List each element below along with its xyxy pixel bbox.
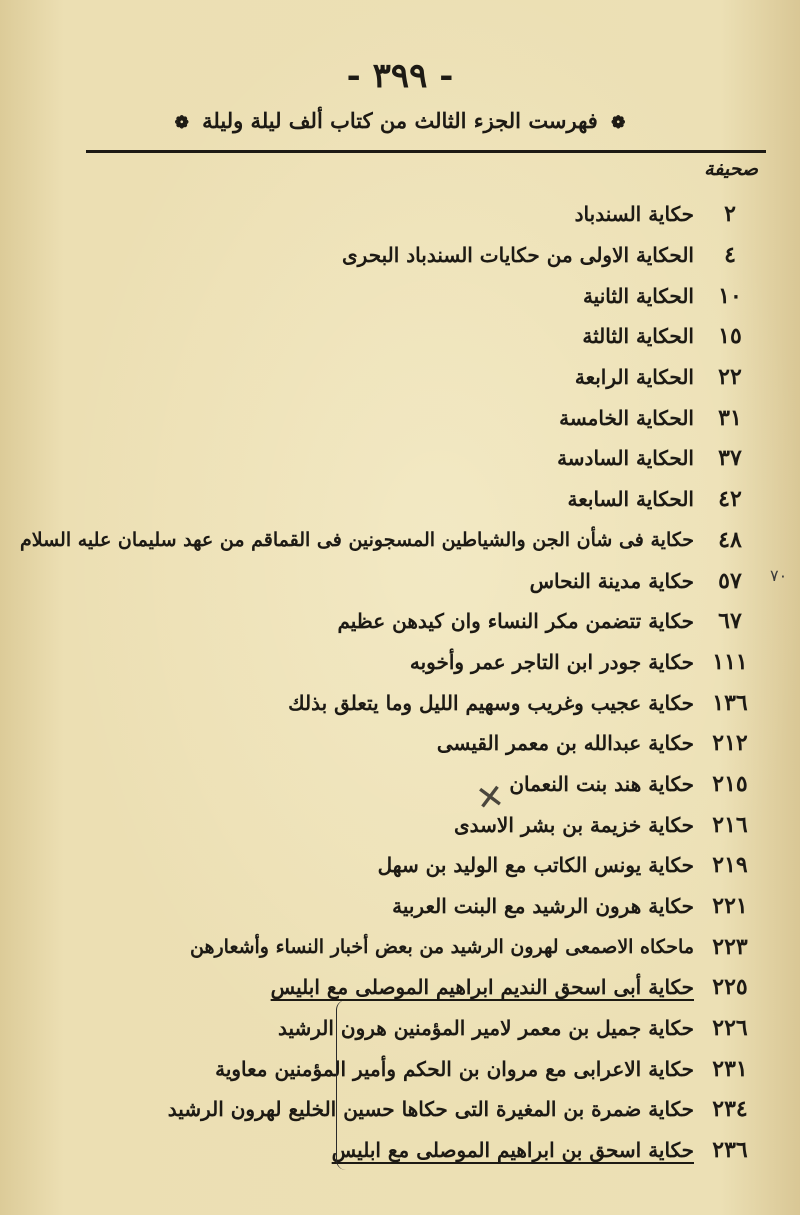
entry-title: حكاية هند بنت النعمان [509, 771, 694, 796]
toc-entry [60, 764, 760, 805]
entry-title: الحكاية الرابعة [574, 365, 694, 390]
margin-annotation: ٧٠ [770, 566, 788, 585]
entry-page-number: ٢١٩ [712, 852, 748, 879]
table-of-contents [20, 194, 760, 1171]
entry-title: الحكاية الثانية [582, 283, 694, 308]
entry-page-number: ١٥ [718, 323, 742, 350]
toc-entry [60, 275, 760, 316]
toc-entry [60, 682, 760, 723]
index-heading [0, 108, 800, 133]
entry-page-number: ٤ [724, 242, 736, 269]
entry-page-number: ١٠ [718, 282, 742, 309]
toc-entry [60, 194, 760, 235]
entry-title: حكاية فى شأن الجن والشياطين المسجونين فى القماقم من عهد سليمان عليه السلام [20, 528, 694, 551]
entry-page-number: ٥٧ [718, 567, 742, 594]
entry-title: الحكاية الاولى من حكايات السندباد البحرى [342, 243, 694, 268]
toc-entry [60, 723, 760, 764]
ornament-right-icon: ❁ [611, 113, 626, 133]
toc-entry [60, 601, 760, 642]
entry-page-number: ٤٨ [718, 526, 742, 553]
entry-page-number: ٣٧ [718, 445, 742, 472]
page-number: - ٣٩٩ - [346, 56, 454, 96]
toc-entry [60, 1008, 760, 1049]
entry-page-number: ٢٢٥ [712, 974, 748, 1001]
entry-page-number: ٢٢١ [712, 893, 748, 920]
entry-title: حكاية عبدالله بن معمر القيسى [436, 731, 694, 756]
toc-entry [60, 560, 760, 601]
entry-page-number: ٣١ [718, 404, 742, 431]
entry-page-number: ٢٣٦ [712, 1137, 748, 1164]
entry-title: حكاية جميل بن معمر لامير المؤمنين هرون الرشيد [277, 1016, 694, 1041]
toc-entry [20, 520, 760, 561]
entry-title: حكاية الاعرابى مع مروان بن الحكم وأمير المؤمنين معاوية [215, 1056, 694, 1081]
toc-entry [60, 845, 760, 886]
entry-title: حكاية مدينة النحاس [529, 568, 694, 593]
handwritten-x-mark: ✕ [473, 776, 508, 820]
ornament-left-icon: ❁ [174, 113, 189, 133]
entry-title: حكاية السندباد [574, 202, 694, 227]
toc-entry [60, 438, 760, 479]
toc-entry [60, 1048, 760, 1089]
entry-title: الحكاية السادسة [557, 446, 694, 471]
entry-page-number: ٤٢ [718, 486, 742, 513]
entry-page-number: ٢١٥ [712, 770, 748, 797]
handwritten-bracket [336, 1000, 349, 1170]
entry-title: حكاية يونس الكاتب مع الوليد بن سهل [377, 853, 694, 878]
toc-entry [60, 1130, 760, 1171]
toc-entry [60, 886, 760, 927]
entry-page-number: ٢٣١ [712, 1055, 748, 1082]
toc-entry [60, 316, 760, 357]
entry-page-number: ٢١٦ [712, 811, 748, 838]
entry-title: حكاية هرون الرشيد مع البنت العربية [392, 894, 694, 919]
page-column-header: صحيفة [704, 158, 758, 180]
toc-entry [60, 967, 760, 1008]
heading-divider [86, 150, 766, 153]
entry-page-number: ٦٧ [718, 608, 742, 635]
entry-title: الحكاية السابعة [567, 487, 694, 512]
entry-title: حكاية ضمرة بن المغيرة التى حكاها حسين الخليع لهرون الرشيد [167, 1097, 694, 1122]
entry-title: حكاية اسحق بن ابراهيم الموصلى مع ابليس [331, 1138, 694, 1163]
toc-entry [60, 397, 760, 438]
entry-title: الحكاية الثالثة [582, 324, 694, 349]
entry-page-number: ١١١ [712, 648, 748, 675]
entry-title: حكاية جودر ابن التاجر عمر وأخوبه [409, 649, 694, 674]
entry-title: ماحكاه الاصمعى لهرون الرشيد من بعض أخبار النساء وأشعارهن [190, 935, 694, 958]
entry-page-number: ٢٢٦ [712, 1015, 748, 1042]
toc-entry [60, 642, 760, 683]
entry-page-number: ٢٣٤ [712, 1096, 748, 1123]
toc-entry [60, 804, 760, 845]
entry-title: حكاية أبى اسحق النديم ابراهيم الموصلى مع ابليس [270, 975, 694, 1000]
entry-title: حكاية خزيمة بن بشر الاسدى [454, 812, 694, 837]
entry-page-number: ٢٢٣ [712, 933, 748, 960]
toc-entry [60, 479, 760, 520]
toc-entry [60, 926, 760, 967]
index-title: فهرست الجزء الثالث من كتاب ألف ليلة وليلة [202, 108, 598, 133]
entry-title: الحكاية الخامسة [559, 405, 694, 430]
entry-page-number: ٢٢ [718, 364, 742, 391]
toc-entry [60, 357, 760, 398]
entry-page-number: ٢ [724, 201, 736, 228]
entry-title: حكاية تتضمن مكر النساء وان كيدهن عظيم [337, 609, 694, 634]
toc-entry [60, 1089, 760, 1130]
entry-page-number: ٢١٢ [712, 730, 748, 757]
entry-title: حكاية عجيب وغريب وسهيم الليل وما يتعلق بذلك [288, 690, 694, 715]
entry-page-number: ١٣٦ [712, 689, 748, 716]
toc-entry [60, 235, 760, 276]
